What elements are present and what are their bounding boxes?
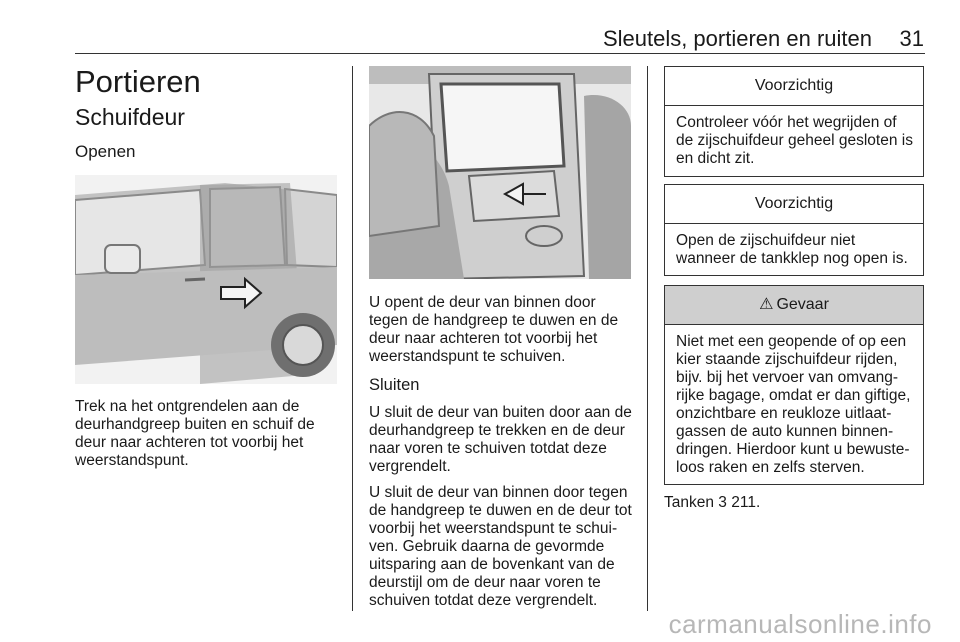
subsection-heading: Schuifdeur	[75, 104, 185, 130]
page-reference	[664, 494, 924, 512]
caution-title: Voorzichtig	[665, 185, 923, 224]
paragraph: U sluit de deur van buiten door aan de deurhandgreep te trekken en de deur naar voren te schuiven totdat deze vergrendelt.	[369, 404, 632, 475]
column-divider-2	[647, 66, 648, 611]
caution-text: Open de zijschuifdeur niet wanneer de tankklep nog open is.	[676, 232, 908, 267]
sliding-door-interior-illustration	[369, 66, 631, 279]
caution-box-2	[664, 184, 924, 276]
page-number: 31	[899, 26, 924, 51]
danger-text: Niet met een geopende of op een kier staande zijschuifdeur rijden, bijv. bij het vervoer van omvang-rijke bagage, omdat er dan giftige, onzichtbare en reukloze uitlaat-gassen de auto kunnen binnen-dringen. Hierdoor kunt u bewuste-loos raken en zelfs sterven.	[676, 333, 911, 476]
danger-title: Gevaar	[776, 296, 829, 313]
paragraph: Trek na het ontgrendelen aan de deurhandgreep buiten en schuif de deur naar achteren tot voorbij het weerstandspunt.	[75, 398, 315, 469]
caution-text: Controleer vóór het wegrijden of de zijschuifdeur geheel gesloten is en dicht zit.	[676, 114, 913, 167]
section-heading: Portieren	[75, 64, 201, 99]
paragraph: U opent de deur van binnen door tegen de handgreep te duwen en de deur naar achteren tot voorbij het weerstandspunt te schuiven.	[369, 294, 619, 365]
watermark: carmanualsonline.info	[668, 609, 932, 639]
col2-closing-text	[369, 404, 635, 610]
page-header-title: Sleutels, portieren en ruiten	[602, 26, 872, 51]
column-divider-1	[352, 66, 353, 611]
reference-page-link[interactable]: 211.	[731, 494, 761, 511]
danger-box	[664, 285, 924, 485]
warning-triangle-icon: ⚠	[759, 296, 774, 313]
col2-text-block	[369, 294, 634, 366]
page-reference-arrow-icon: 3	[718, 494, 727, 511]
caution-box-1	[664, 66, 924, 177]
paragraph: U sluit de deur van binnen door tegen de handgreep te duwen en de deur tot voorbij het weerstandspunt te schui-ven. Gebruik daarna de gevormde uitsparing aan de bovenkant van de deurstijl om de deur naar voren te schuiven totdat deze vergrendelt.	[369, 484, 632, 609]
danger-header	[665, 286, 923, 325]
minor-heading: Openen	[75, 142, 136, 161]
subsection-heading-sluiten: Sluiten	[369, 376, 420, 394]
opening-instruction-text	[75, 398, 340, 470]
car-sliding-door-exterior-illustration	[75, 175, 337, 384]
header-divider	[75, 53, 925, 54]
caution-title: Voorzichtig	[665, 67, 923, 106]
reference-text: Tanken	[664, 494, 714, 511]
